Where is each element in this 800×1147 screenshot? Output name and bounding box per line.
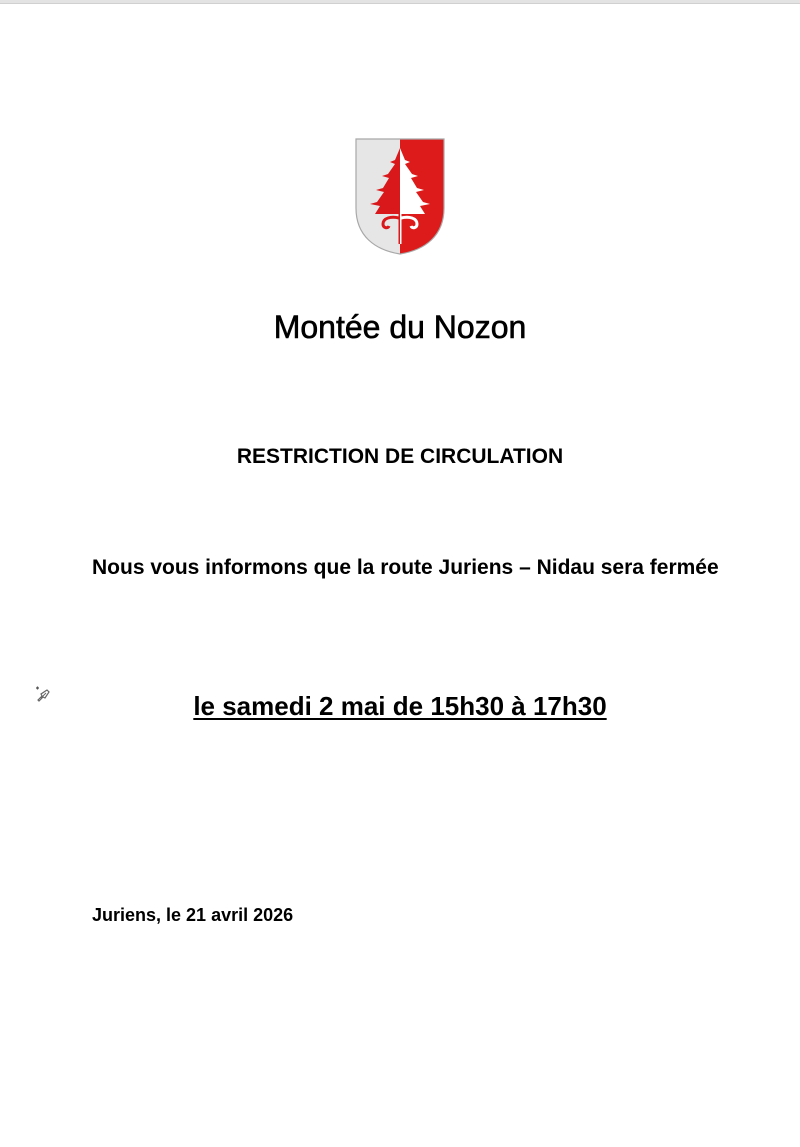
document-title: Montée du Nozon — [273, 309, 527, 345]
document-page — [0, 5, 800, 1147]
place-and-date: Juriens, le 21 avril 2026 — [92, 905, 294, 925]
viewer-top-bar — [0, 0, 800, 4]
closure-notice: Nous vous informons que la route Juriens – Nidau sera fermée — [92, 556, 719, 579]
document-subtitle: RESTRICTION DE CIRCULATION — [236, 445, 564, 468]
coat-of-arms — [355, 138, 445, 255]
coat-of-arms-icon — [355, 138, 445, 255]
closure-date: le samedi 2 mai de 15h30 à 17h30 — [193, 691, 607, 721]
